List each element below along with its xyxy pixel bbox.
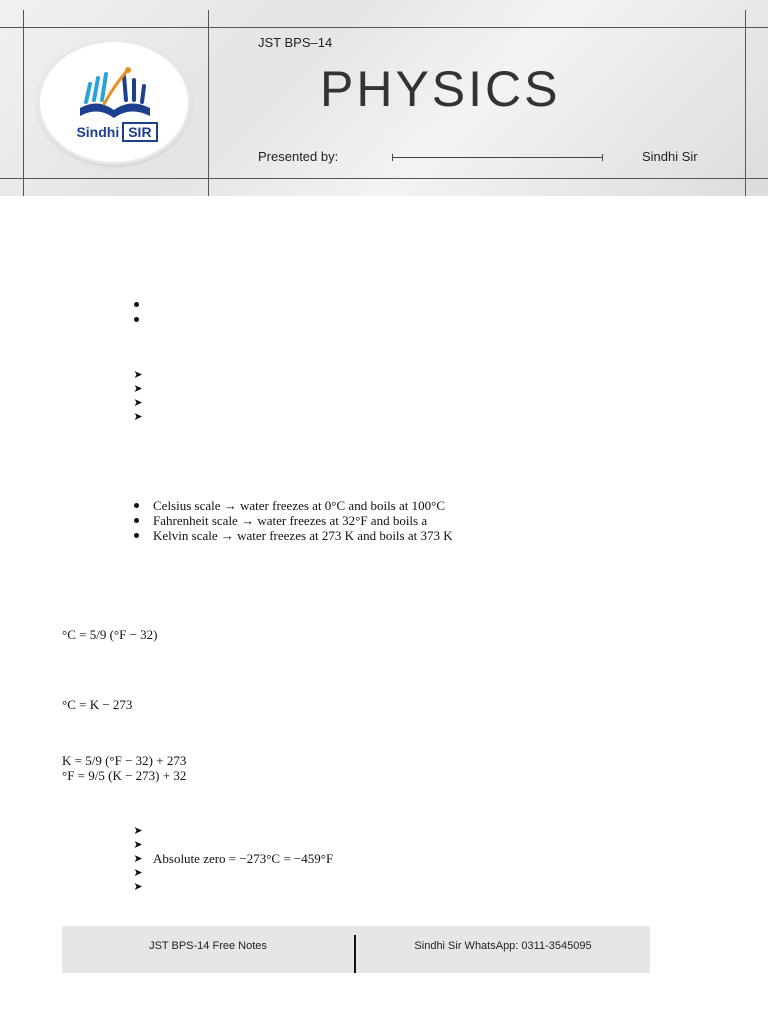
arrowhead-bullet-icon: ➤ <box>133 396 143 409</box>
list-item <box>131 866 333 880</box>
arrowhead-bullet-icon: ➤ <box>133 382 143 395</box>
arrowhead-bullet-icon: ➤ <box>133 838 143 851</box>
scale-text: Kelvin scale → water freezes at 273 K and boils at 373 K <box>153 528 453 543</box>
footer-whatsapp-contact: Sindhi Sir WhatsApp: 0311-3545095 <box>414 940 592 952</box>
line-tick-right <box>602 154 603 161</box>
arrow-list-c <box>131 824 333 894</box>
temperature-scales-list <box>131 498 453 543</box>
logo <box>40 42 188 162</box>
list-item <box>131 880 333 894</box>
list-item <box>131 410 153 424</box>
list-item <box>131 838 333 852</box>
list-item <box>131 368 153 382</box>
footer-bar <box>62 926 650 973</box>
list-item <box>131 528 453 543</box>
header-banner <box>0 0 768 196</box>
author-name: Sindhi Sir <box>642 149 698 164</box>
frame-line-left <box>23 10 24 196</box>
formula-celsius-from-kelvin: °C = K − 273 <box>62 697 133 712</box>
formula-kelvin-from-fahrenheit: K = 5/9 (°F − 32) + 273 <box>62 753 187 768</box>
page-title: PHYSICS <box>320 61 561 117</box>
arrowhead-bullet-icon: ➤ <box>133 824 143 837</box>
presented-by-label: Presented by: <box>258 149 339 164</box>
scale-text: Celsius scale → water freezes at 0°C and boils at 100°C <box>153 498 445 513</box>
arrowhead-bullet-icon: ➤ <box>133 368 143 381</box>
frame-line-bottom <box>0 178 768 179</box>
arrowhead-bullet-icon: ➤ <box>133 852 143 865</box>
arrow-list-b <box>131 368 153 425</box>
frame-line-divider <box>208 10 209 196</box>
list-item <box>131 382 153 396</box>
arrowhead-bullet-icon: ➤ <box>133 410 143 423</box>
scale-text: Fahrenheit scale → water freezes at 32°F and boils a <box>153 513 428 528</box>
logo-name-right: SIR <box>122 122 157 142</box>
list-item <box>131 824 333 838</box>
list-item <box>131 852 333 866</box>
exam-subtitle: JST BPS–14 <box>258 35 333 50</box>
line-tick-left <box>392 154 393 161</box>
list-item <box>131 396 153 410</box>
arrowhead-bullet-icon: ➤ <box>133 866 143 879</box>
presented-by-line <box>393 157 603 158</box>
list-item <box>131 498 453 513</box>
frame-line-top <box>0 27 768 28</box>
formula-celsius-from-fahrenheit: °C = 5/9 (°F − 32) <box>62 627 158 642</box>
absolute-zero-text: Absolute zero = −273°C = −459°F <box>153 851 334 866</box>
list-item <box>131 297 153 312</box>
book-icon <box>74 64 156 122</box>
logo-wordmark <box>64 122 170 142</box>
bullet-list-a <box>131 297 153 327</box>
list-item <box>131 312 153 327</box>
formula-fahrenheit-from-kelvin: °F = 9/5 (K − 273) + 32 <box>62 768 187 783</box>
footer-notes-label: JST BPS-14 Free Notes <box>149 940 267 952</box>
arrowhead-bullet-icon: ➤ <box>133 880 143 893</box>
logo-name-left: Sindhi <box>76 124 120 140</box>
list-item <box>131 513 453 528</box>
frame-line-right <box>745 10 746 196</box>
